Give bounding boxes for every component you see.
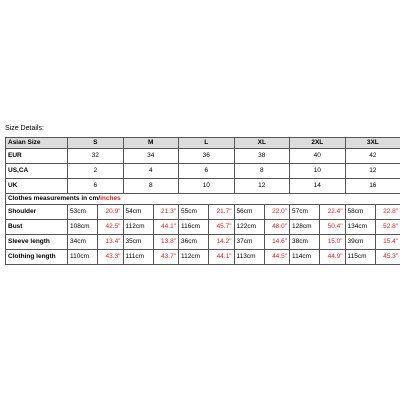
- cm-cell: 36cm: [179, 235, 209, 250]
- inch-cell: 22.8": [375, 205, 400, 220]
- table-cell: 34: [123, 149, 179, 164]
- table-cell: 42: [345, 149, 400, 164]
- measurements-heading: [6, 194, 400, 205]
- table-cell: 14: [290, 179, 346, 194]
- size-header-xl: XL: [234, 138, 290, 149]
- table-row-sleeve-length: [6, 235, 400, 250]
- cm-cell: 122cm: [234, 220, 264, 235]
- inch-cell: 14.6": [264, 235, 290, 250]
- inch-cell: 45.3": [375, 250, 400, 265]
- inch-cell: 14.2": [209, 235, 235, 250]
- table-row-shoulder: [6, 205, 400, 220]
- row-label: US,CA: [6, 164, 68, 179]
- cm-cell: 108cm: [68, 220, 98, 235]
- inch-cell: 20.9": [98, 205, 124, 220]
- cm-cell: 38cm: [290, 235, 320, 250]
- table-cell: 6: [179, 164, 235, 179]
- cm-cell: 54cm: [123, 205, 153, 220]
- inch-cell: 42.5": [98, 220, 124, 235]
- cm-cell: 56cm: [234, 205, 264, 220]
- cm-cell: 116cm: [179, 220, 209, 235]
- table-cell: 10: [179, 179, 235, 194]
- inch-cell: 48.0": [264, 220, 290, 235]
- header-label: Asian Size: [6, 138, 68, 149]
- table-cell: 32: [68, 149, 124, 164]
- size-header-l: L: [179, 138, 235, 149]
- size-header-2xl: 2XL: [290, 138, 346, 149]
- inch-cell: 15.0": [320, 235, 346, 250]
- table-cell: 12: [234, 179, 290, 194]
- cm-cell: 112cm: [179, 250, 209, 265]
- inch-cell: 45.7": [209, 220, 235, 235]
- table-row-uk: [6, 179, 400, 194]
- table-row-eur: [6, 149, 400, 164]
- table-cell: 2: [68, 164, 124, 179]
- row-label: Bust: [6, 220, 68, 235]
- row-label: EUR: [6, 149, 68, 164]
- table-row-bust: [6, 220, 400, 235]
- cm-cell: 37cm: [234, 235, 264, 250]
- row-label: UK: [6, 179, 68, 194]
- inch-cell: 44.1": [209, 250, 235, 265]
- cm-cell: 57cm: [290, 205, 320, 220]
- table-cell: 8: [234, 164, 290, 179]
- inch-cell: 43.7": [153, 250, 179, 265]
- inch-cell: 21.3": [153, 205, 179, 220]
- table-cell: 38: [234, 149, 290, 164]
- cm-cell: 58cm: [345, 205, 375, 220]
- cm-cell: 128cm: [290, 220, 320, 235]
- inch-cell: 21.7": [209, 205, 235, 220]
- inch-cell: 50.4": [320, 220, 346, 235]
- table-cell: 10: [290, 164, 346, 179]
- table-cell: 12: [345, 164, 400, 179]
- size-header-s: S: [68, 138, 124, 149]
- cm-cell: 55cm: [179, 205, 209, 220]
- row-label: Shoulder: [6, 205, 68, 220]
- row-label: Sleeve length: [6, 235, 68, 250]
- inch-cell: 43.3": [98, 250, 124, 265]
- inch-cell: 22.4": [320, 205, 346, 220]
- cm-cell: 53cm: [68, 205, 98, 220]
- table-cell: 40: [290, 149, 346, 164]
- size-header-3xl: 3XL: [345, 138, 400, 149]
- cm-cell: 34cm: [68, 235, 98, 250]
- inch-cell: 44.9": [320, 250, 346, 265]
- table-row-clothing-length: [6, 250, 400, 265]
- inch-cell: 22.0": [264, 205, 290, 220]
- cm-cell: 115cm: [345, 250, 375, 265]
- size-details-title: Size Details:: [5, 125, 44, 132]
- cm-cell: 114cm: [290, 250, 320, 265]
- table-row-us-ca: [6, 164, 400, 179]
- header-row: [6, 138, 400, 149]
- cm-cell: 113cm: [234, 250, 264, 265]
- size-chart-table: [5, 137, 400, 265]
- cm-cell: 111cm: [123, 250, 153, 265]
- cm-cell: 35cm: [123, 235, 153, 250]
- inch-cell: 44.1": [153, 220, 179, 235]
- measurements-heading-inches: inches: [100, 195, 121, 202]
- measurements-heading-prefix: Clothes measurements in cm/: [8, 195, 101, 202]
- inch-cell: 13.8": [153, 235, 179, 250]
- cm-cell: 39cm: [345, 235, 375, 250]
- table-cell: 36: [179, 149, 235, 164]
- inch-cell: 44.5": [264, 250, 290, 265]
- measurements-heading-row: [6, 194, 400, 205]
- table-cell: 6: [68, 179, 124, 194]
- inch-cell: 15.4": [375, 235, 400, 250]
- inch-cell: 13.4": [98, 235, 124, 250]
- cm-cell: 110cm: [68, 250, 98, 265]
- size-header-m: M: [123, 138, 179, 149]
- row-label: Clothing length: [6, 250, 68, 265]
- table-cell: 4: [123, 164, 179, 179]
- inch-cell: 52.8": [375, 220, 400, 235]
- table-cell: 16: [345, 179, 400, 194]
- cm-cell: 112cm: [123, 220, 153, 235]
- table-cell: 8: [123, 179, 179, 194]
- cm-cell: 134cm: [345, 220, 375, 235]
